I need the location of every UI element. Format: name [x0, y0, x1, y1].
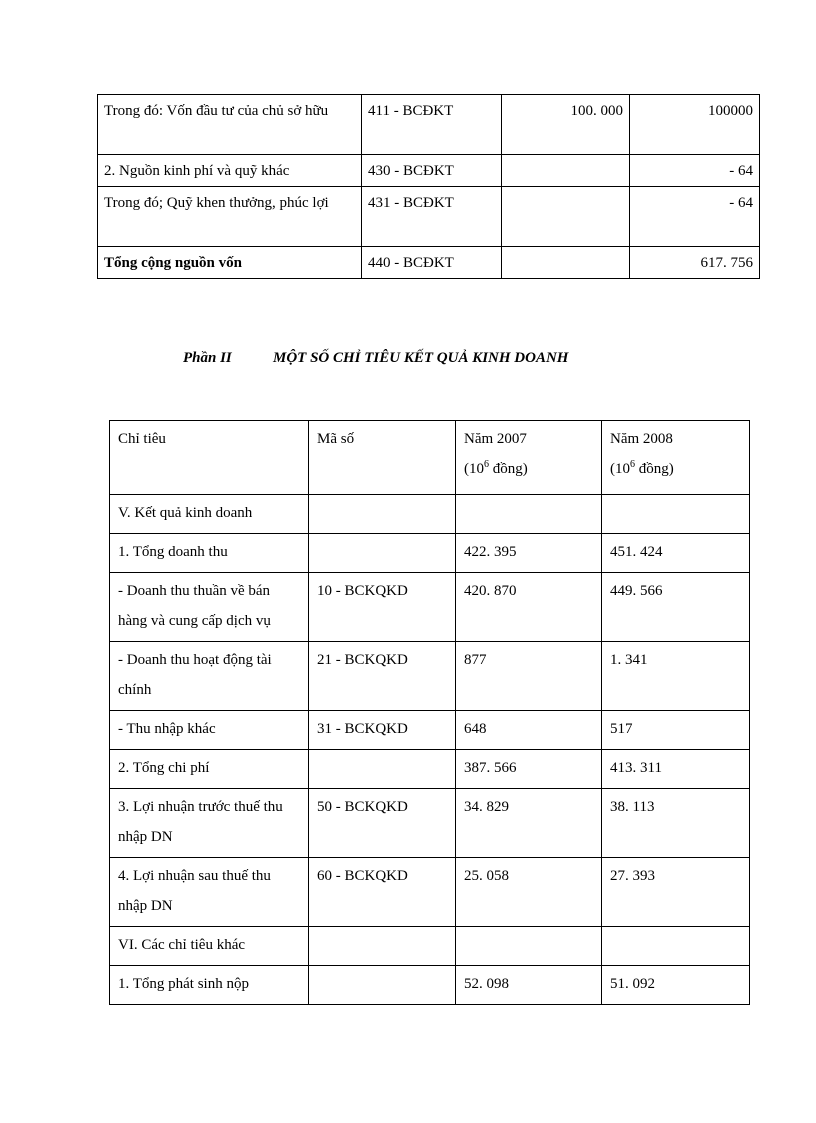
table-row: [110, 966, 750, 1005]
unit-prefix: (10: [464, 461, 484, 477]
table-row: [110, 927, 750, 966]
row-label: 2. Tổng chi phí: [110, 750, 309, 789]
row-value-2008: 413. 311: [602, 750, 750, 789]
header-unit: [464, 454, 593, 484]
row-value-2007: [456, 495, 602, 534]
row-label: 3. Lợi nhuận trước thuế thu nhập DN: [110, 789, 309, 858]
business-results-table: [109, 420, 750, 1005]
row-label: 1. Tổng doanh thu: [110, 534, 309, 573]
table-header-row: [110, 421, 750, 495]
row-value-2008: 27. 393: [602, 858, 750, 927]
section-title: MỘT SỐ CHỈ TIÊU KẾT QUẢ KINH DOANH: [273, 350, 569, 366]
row-code: 440 - BCĐKT: [362, 247, 502, 279]
row-value-2008: 517: [602, 711, 750, 750]
row-label: - Thu nhập khác: [110, 711, 309, 750]
row-code: 21 - BCKQKD: [309, 642, 456, 711]
section-heading: [183, 350, 783, 367]
header-code: Mã số: [309, 421, 456, 495]
table-row: [110, 534, 750, 573]
row-value-2007: [456, 927, 602, 966]
header-year-2007: [456, 421, 602, 495]
table-row: [110, 711, 750, 750]
table-row: [110, 789, 750, 858]
row-label: V. Kết quả kinh doanh: [110, 495, 309, 534]
header-year-2008: [602, 421, 750, 495]
unit-suffix: đồng): [489, 461, 528, 477]
row-value-2007: 52. 098: [456, 966, 602, 1005]
balance-sheet-table: [97, 94, 760, 279]
row-label: Trong đó: Vốn đầu tư của chủ sở hữu: [98, 95, 362, 155]
table-row: [110, 858, 750, 927]
row-code: 431 - BCĐKT: [362, 187, 502, 247]
unit-exponent: 6: [630, 459, 635, 470]
table-row: [110, 642, 750, 711]
row-label: - Doanh thu hoạt động tài chính: [110, 642, 309, 711]
row-value-2008: - 64: [630, 155, 760, 187]
row-value-2008: 38. 113: [602, 789, 750, 858]
row-label: 1. Tổng phát sinh nộp: [110, 966, 309, 1005]
table-row: [110, 750, 750, 789]
row-value-2007: [502, 155, 630, 187]
row-value-2007: [502, 187, 630, 247]
row-label: 2. Nguồn kinh phí và quỹ khác: [98, 155, 362, 187]
row-value-2008: [602, 495, 750, 534]
row-code: [309, 927, 456, 966]
section-part-label: Phần II: [183, 350, 232, 366]
header-year-label: Năm 2007: [464, 431, 527, 447]
row-code: 430 - BCĐKT: [362, 155, 502, 187]
table-row: [98, 95, 760, 155]
row-value-2008: - 64: [630, 187, 760, 247]
table-row: [110, 573, 750, 642]
row-value-2007: [502, 247, 630, 279]
row-value-2007: 648: [456, 711, 602, 750]
row-value-2007: 25. 058: [456, 858, 602, 927]
table-row: [110, 495, 750, 534]
row-code: 60 - BCKQKD: [309, 858, 456, 927]
header-indicator: Chỉ tiêu: [110, 421, 309, 495]
row-value-2008: 449. 566: [602, 573, 750, 642]
row-code: 411 - BCĐKT: [362, 95, 502, 155]
header-unit: [610, 454, 741, 484]
table-row-total: [98, 247, 760, 279]
row-value-2008: 451. 424: [602, 534, 750, 573]
header-year-label: Năm 2008: [610, 431, 673, 447]
unit-prefix: (10: [610, 461, 630, 477]
row-value-2008: [602, 927, 750, 966]
table-row: [98, 155, 760, 187]
row-value-2007: 877: [456, 642, 602, 711]
row-label: VI. Các chỉ tiêu khác: [110, 927, 309, 966]
row-label: Trong đó; Quỹ khen thưởng, phúc lợi: [98, 187, 362, 247]
row-value-2007: 422. 395: [456, 534, 602, 573]
row-label: Tổng cộng nguồn vốn: [98, 247, 362, 279]
unit-suffix: đồng): [635, 461, 674, 477]
row-value-2007: 100. 000: [502, 95, 630, 155]
row-code: [309, 750, 456, 789]
row-label: - Doanh thu thuần về bán hàng và cung cấp dịch vụ: [110, 573, 309, 642]
row-value-2008: 51. 092: [602, 966, 750, 1005]
row-code: [309, 534, 456, 573]
row-value-2007: 34. 829: [456, 789, 602, 858]
row-value-2007: 387. 566: [456, 750, 602, 789]
row-code: [309, 966, 456, 1005]
row-code: 10 - BCKQKD: [309, 573, 456, 642]
row-value-2007: 420. 870: [456, 573, 602, 642]
table-row: [98, 187, 760, 247]
unit-exponent: 6: [484, 459, 489, 470]
row-code: [309, 495, 456, 534]
row-label: 4. Lợi nhuận sau thuế thu nhập DN: [110, 858, 309, 927]
row-code: 31 - BCKQKD: [309, 711, 456, 750]
row-value-2008: 617. 756: [630, 247, 760, 279]
row-code: 50 - BCKQKD: [309, 789, 456, 858]
row-value-2008: 100000: [630, 95, 760, 155]
row-value-2008: 1. 341: [602, 642, 750, 711]
